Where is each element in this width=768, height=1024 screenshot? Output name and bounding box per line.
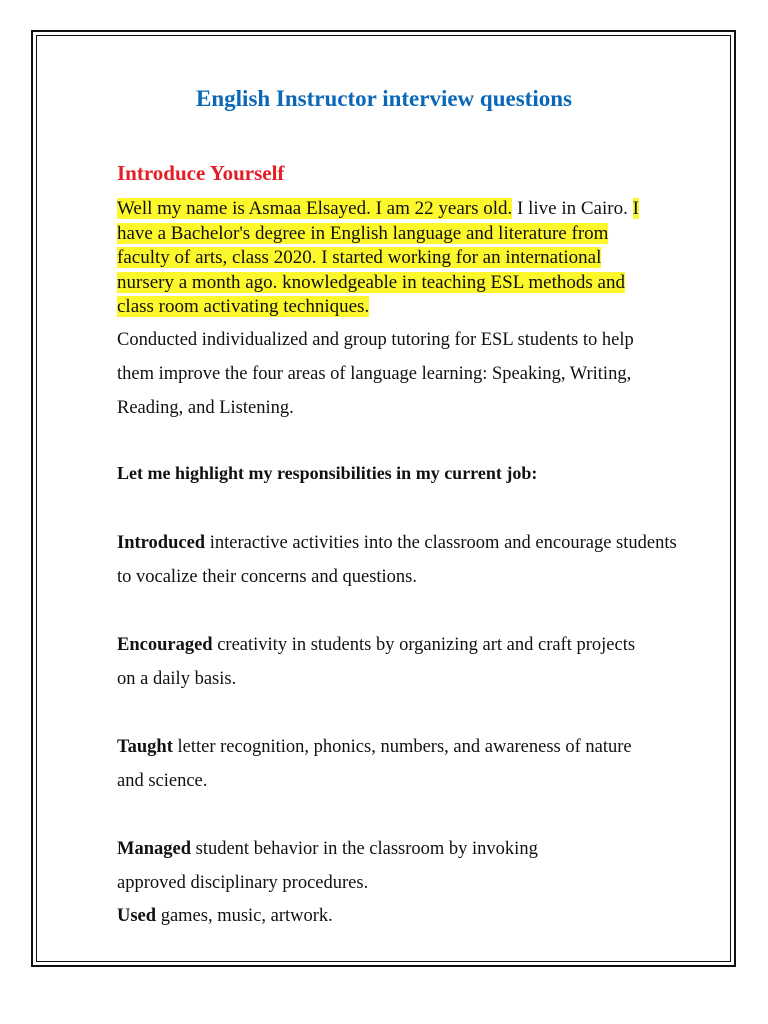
responsibility-lead: Taught: [117, 737, 173, 757]
responsibility-text: games, music, artwork.: [156, 906, 333, 926]
responsibility-text: student behavior in the classroom by invoking approved disciplinary procedures.: [117, 839, 538, 893]
responsibility-item: [117, 628, 647, 696]
document-title: English Instructor interview questions: [196, 86, 572, 111]
responsibility-item: [117, 899, 677, 933]
highlighted-text: I have a Bachelor's degree in English language and literature from faculty of arts, class 2020. I started working for an international nursery a month ago. knowledgeable in teaching ESL methods and class room activating techniques.: [117, 198, 639, 317]
responsibility-item: [117, 832, 597, 900]
responsibility-lead: Managed: [117, 839, 191, 859]
responsibilities-heading: Let me highlight my responsibilities in my current job:: [117, 463, 538, 483]
responsibility-text: interactive activities into the classroom and encourage students to vocalize their concerns and questions.: [117, 533, 677, 587]
responsibility-lead: Encouraged: [117, 635, 213, 655]
highlighted-text: Well my name is Asmaa Elsayed. I am 22 years old.: [117, 198, 513, 219]
responsibility-lead: Used: [117, 906, 157, 926]
responsibility-item: [117, 526, 677, 594]
intro-text: I live in Cairo.: [512, 198, 633, 219]
tutoring-paragraph: Conducted individualized and group tutoring for ESL students to help them improve the four areas of language learning: Speaking, Writing, Reading, and Listening.: [117, 330, 634, 418]
intro-heading: Introduce Yourself: [117, 161, 285, 185]
responsibility-text: creativity in students by organizing art and craft projects on a daily basis.: [117, 635, 636, 689]
responsibility-text: letter recognition, phonics, numbers, and awareness of nature and science.: [117, 737, 632, 791]
responsibility-item: [117, 730, 647, 798]
responsibility-lead: Introduced: [117, 533, 206, 553]
intro-paragraph: [117, 197, 662, 320]
